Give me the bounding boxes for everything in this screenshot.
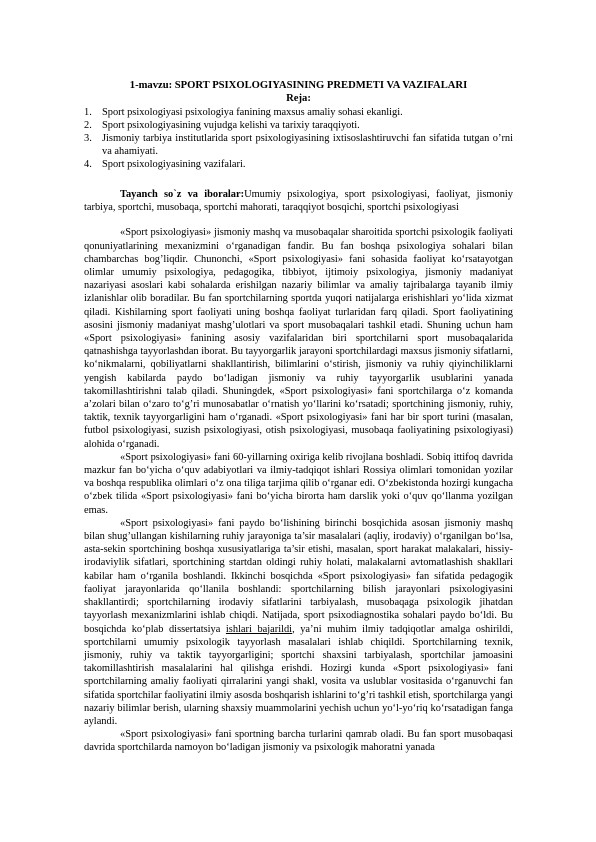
paragraph-1: «Sport psixologiyasi» jismoniy mashq va musobaqalar sharoitida sportchi psixologik faoliyati qonuniyatlarining mexanizmini o‘rganadigan fandir. Bu fan boshqa psixologiya sohalari bilan chambarchas bog’liqdir. Chunonchi, «Sport psixologiyasi» fani sohasida faoliyat ko‘rsatayotgan olimlar umumiy psixologiya, pedagogika, tibbiyot, ijtimoiy psixologiya, jismoniy madaniyat nazariyasi asoslari kabi sohalarda erishilgan nazariy bilimlar va amaliy tajribalarga tayanib ilmiy izlanishlar olib boradilar. Bu fan sportchilarning sportda yuqori natijalarga erishishlari yo‘lida xizmat qiladi. Kishilarning sport faoliyati uning boshqa faoliyat turlaridan farq qiladi. Sport faoliyatining asosini jismoniy madaniyat mashg’ulotlari va sport musobaqalari tashkil etadi. Shuning uchun ham «Sport psixologiyasi» fanining asosiy vazifalaridan biri sportchilarni sport musobaqalarida qatnashishga tayyorlashdan iborat. Bu tayyorgarlik jarayoni sportchilardagi maxsus jismoniy sifatlarni, ko‘nikmalarni, qobiliyatlarni shakllantirish, bilimlarini o‘stirish, jismoniy va ruhiy qiyinchiliklarni yengish kabilarda paydo bo‘ladigan jismoniy va ruhiy tayyorgarlik usublarini yanada takomillashtirishni talab qiladi. Shuningdek, «Sport psixologiyasi» fani sportchilarga o‘z komanda a’zolari bilan o‘zaro to‘g’ri munosabatlar o‘rnatish yo‘llarini ko‘rsatadi; sportchining jismoniy, ruhiy, taktik, texnik tayyorgarligini ham o‘rganadi. «Sport psixologiyasi» fani har bir sport turini (masalan, futbol psixologiyasi, suzish psixologiyasi, otish psixologiyasi, musobaqa faoliyatining psixologiyasi) alohida o‘rganadi. [84,227,513,450]
page-title: 1-mavzu: SPORT PSIXOLOGIYASINING PREDMETI VA VAZIFALARI [129,80,468,91]
plan-item [84,158,513,171]
plan-item-text: Sport psixologiyasining vazifalari. [102,159,246,170]
keywords-paragraph [84,188,513,214]
paragraph-3-part-a: «Sport psixologiyasi» fani paydo bo‘lishining birinchi bosqichida asosan jismoniy mashq bilan shug’ullangan kishilarning ruhiy jarayoniga ta’sir masalalari (aqliy, irodaviy) o‘rganilgan bo‘lsa, asta-sekin sportchining boshqa xususiyatlariga ta’sir etishi, masalan, sport harakat malakalari, hissiy-irodaviylik sifatlari, sportchining startdan oldingi ruhiy holati, malakalarni avtomatlashish shakllari kabilar ham o‘rganila boshlandi. Ikkinchi bosqichda «Sport psixologiyasi» fan sifatida pedagogik faoliyat jarayonlarida qo‘llanila boshlandi: sportchilarning bilish jarayonlari psixologiyasini shakllantirdi; sportchilarning irodaviy sifatlarini tarbiyalash, musobaqaga psixologik jihatdan tayyorlash mexanizmlarini ishlab chiqdi. Natijada, sport psixodiagnostika sohalari paydo bo‘ldi. Bu bosqichda ko‘plab dissertatsiya [84,517,513,635]
plan-item-number: 2. [84,120,92,131]
plan-item [84,132,513,158]
plan-heading: Reja: [286,93,311,104]
plan-item-number: 1. [84,107,92,118]
paragraph-4: «Sport psixologiyasi» fani sportning barcha turlarini qamrab oladi. Bu fan sport musobaqasi davrida sportchilarda namoyon bo‘ladigan jismoniy va psixologik mahoratni yanada [84,729,513,754]
plan-item [84,106,513,119]
body-text [84,188,513,755]
plan-item-number: 3. [84,133,92,144]
plan-item [84,119,513,132]
paragraph-2: «Sport psixologiyasi» fani 60-yillarning oxiriga kelib rivojlana boshladi. Sobiq ittifoq davrida mazkur fan bo‘yicha o‘quv adabiyotlari va ilmiy-tadqiqot ishlari Rossiya olimlari tomonidan yozilar va boshqa respublika olimlari o‘z ona tiliga tarjima qilib o‘rganar edi. O‘zbekistonda hozirgi kungacha o‘zbek tilida «Sport psixologiyasi» fani bo‘yicha birorta ham darslik yoki o‘quv qo‘llanma yozilgan emas. [84,451,513,516]
keywords-label: Tayanch so`z va iboralar: [120,189,245,200]
plan-item-text: Sport psixologiyasi psixologiya fanining maxsus amaliy sohasi ekanligi. [102,107,403,118]
keywords-text: Umumiy psixologiya, sport psixologiyasi, faoliyat, jismoniy tarbiya, sportchi, musobaqa, sportchi mahorati, taraqqiyot bosqichi, sportchi psixologiyasi [84,189,513,214]
plan-list [84,106,513,171]
plan-item-number: 4. [84,159,92,170]
paragraph-3 [84,517,513,728]
paragraph-3-part-b: , ya’ni muhim ilmiy tadqiqotlar amalga oshirildi, sportchilarni umumiy psixologik tayyorlash masalalari ishlab chiqildi. Sportchilarning texnik, jismoniy, ruhiy va taktik tayyorgarligini; sportchi shaxsini tarbiyalash, sportchilar jamoasini takomillashtirish masalalarini hal qilishga erishdi. Hozirgi kunda «Sport psixologiyasi» fani sportchilarning amaliy faoliyati qirralarini yangi shakl, vosita va uslublar vositasida o‘rganuvchi fan sifatida sportchilar faoliyatini ilmiy asosda boshqarish ishlarini to‘g’ri tashkil etish, sportchilarga yangi nazariy bilimlar berish, ularning shaxsiy muammolarini yechish uchun yo‘l-yo‘riq ko‘rsatadigan fanga aylandi. [84,623,513,727]
underlined-phrase: ishlari bajarildi [225,623,293,635]
plan-item-text: Jismoniy tarbiya institutlarida sport psixologiyasining ixtisoslashtiruvchi fan sifatida tutgan o’rni va ahamiyati. [102,133,513,157]
plan-item-text: Sport psixologiyasining vujudga kelishi va tarixiy taraqqiyoti. [102,120,360,131]
